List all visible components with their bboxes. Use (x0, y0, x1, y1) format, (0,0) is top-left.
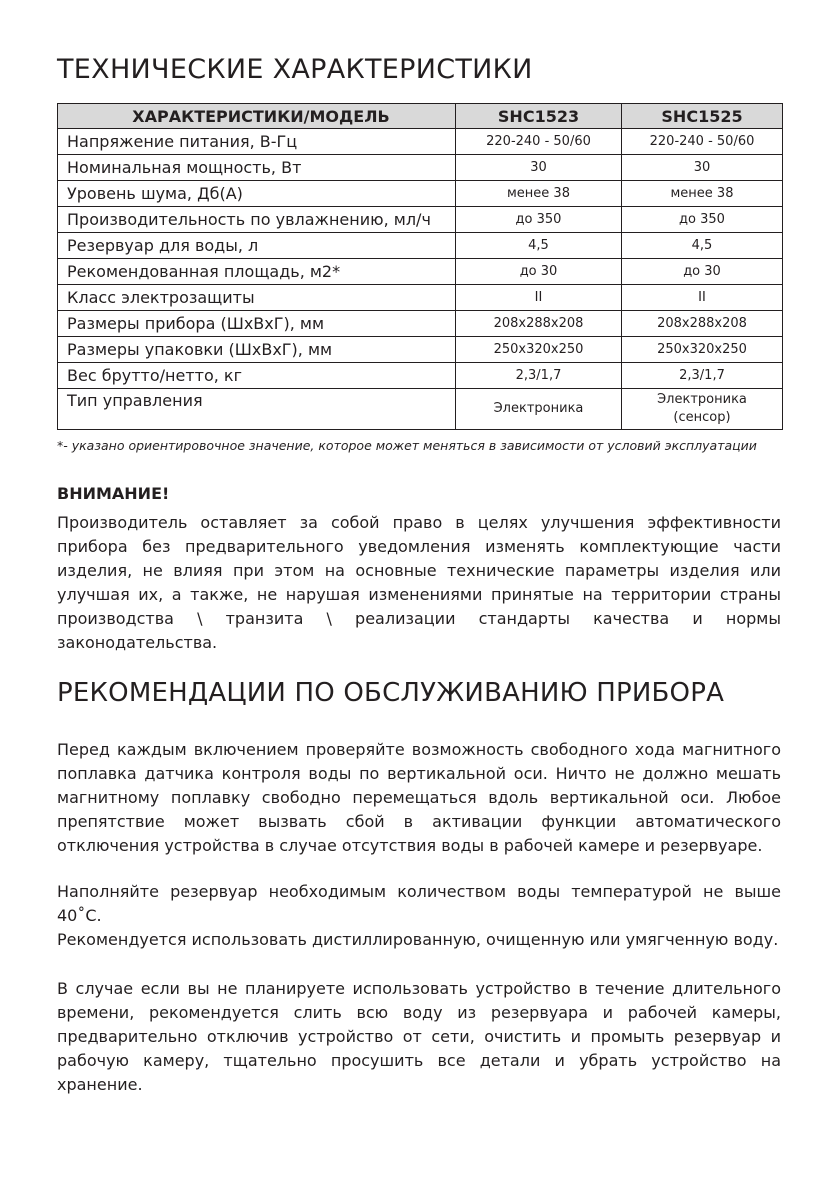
page-title: ТЕХНИЧЕСКИЕ ХАРАКТЕРИСТИКИ (57, 54, 533, 85)
attention-heading: ВНИМАНИЕ! (57, 484, 170, 503)
table-row (58, 233, 783, 259)
attention-text: Производитель оставляет за собой право в целях улучшения эффективности прибора без предварительного уведомления изменять комплектующие части изделия, не влияя при этом на основные технические параметры изделия или улучшая их, а также, не нарушая изменениями принятые на территории страны производства \ транзита \ реализации стандарты качества и нормы законодательства. (57, 513, 781, 652)
table-row (58, 155, 783, 181)
value-shc1523: 220-240 - 50/60 (456, 129, 622, 155)
value-line: (сенсор) (673, 410, 731, 425)
value-shc1525: менее 38 (622, 181, 783, 207)
value-shc1523: 2,3/1,7 (456, 363, 622, 389)
value-shc1525: 208x288x208 (622, 311, 783, 337)
table-row (58, 181, 783, 207)
param-label: Производительность по увлажнению, мл/ч (58, 207, 456, 233)
value-shc1523: II (456, 285, 622, 311)
param-label: Номинальная мощность, Вт (58, 155, 456, 181)
value-shc1525: до 30 (622, 259, 783, 285)
value-shc1523: до 350 (456, 207, 622, 233)
table-row (58, 363, 783, 389)
maintenance-paragraph: Перед каждым включением проверяйте возможность свободного хода магнитного поплавка датчика контроля воды по вертикальной оси. Ничто не должно мешать магнитному поплавку свободно перемещаться вдоль вертикальной оси. Любое препятствие может вызвать сбой в активации функции автоматического отключения устройства в случае отсутствия воды в рабочей камере и резервуаре. (57, 740, 781, 855)
param-label: Размеры прибора (ШхВхГ), мм (58, 311, 456, 337)
header-model-shc1523: SHC1523 (456, 104, 622, 129)
table-row (58, 285, 783, 311)
value-line: Электроника (657, 392, 747, 407)
specs-table (57, 103, 783, 430)
table-row (58, 311, 783, 337)
maintenance-title: РЕКОМЕНДАЦИИ ПО ОБСЛУЖИВАНИЮ ПРИБОРА (57, 678, 725, 708)
value-shc1525 (622, 389, 783, 430)
value-shc1525: 2,3/1,7 (622, 363, 783, 389)
maintenance-paragraph: В случае если вы не планируете использовать устройство в течение длительного времени, рекомендуется слить всю воду из резервуара и рабочей камеры, предварительно отключив устройство от сети, очистить и промыть резервуар и рабочую камеру, тщательно просушить все детали и убрать устройство на хранение. (57, 979, 781, 1094)
table-row (58, 259, 783, 285)
param-label: Размеры упаковки (ШхВхГ), мм (58, 337, 456, 363)
value-shc1523: 208x288x208 (456, 311, 622, 337)
table-row (58, 337, 783, 363)
param-label: Резервуар для воды, л (58, 233, 456, 259)
maintenance-paragraph: Наполняйте резервуар необходимым количеством воды температурой не выше 40˚С. (57, 882, 781, 925)
value-shc1525: до 350 (622, 207, 783, 233)
value-shc1525: 4,5 (622, 233, 783, 259)
param-label: Уровень шума, Дб(А) (58, 181, 456, 207)
value-shc1523: менее 38 (456, 181, 622, 207)
table-row (58, 129, 783, 155)
value-shc1523: 30 (456, 155, 622, 181)
header-characteristics: ХАРАКТЕРИСТИКИ/МОДЕЛЬ (58, 104, 456, 129)
value-shc1525: II (622, 285, 783, 311)
param-label: Напряжение питания, В-Гц (58, 129, 456, 155)
table-row (58, 207, 783, 233)
value-shc1523: до 30 (456, 259, 622, 285)
header-model-shc1525: SHC1525 (622, 104, 783, 129)
value-shc1525: 250x320x250 (622, 337, 783, 363)
table-row (58, 389, 783, 430)
value-shc1523: 4,5 (456, 233, 622, 259)
value-shc1525: 220-240 - 50/60 (622, 129, 783, 155)
table-footnote: *- указано ориентировочное значение, которое может меняться в зависимости от условий эксплуатации (57, 438, 757, 453)
value-shc1525: 30 (622, 155, 783, 181)
value-shc1523: Электроника (456, 389, 622, 430)
param-label: Рекомендованная площадь, м2* (58, 259, 456, 285)
param-label: Тип управления (58, 389, 456, 430)
param-label: Вес брутто/нетто, кг (58, 363, 456, 389)
value-shc1523: 250x320x250 (456, 337, 622, 363)
param-label: Класс электрозащиты (58, 285, 456, 311)
table-header-row (58, 104, 783, 129)
maintenance-paragraph: Рекомендуется использовать дистиллированную, очищенную или умягченную воду. (57, 930, 779, 949)
